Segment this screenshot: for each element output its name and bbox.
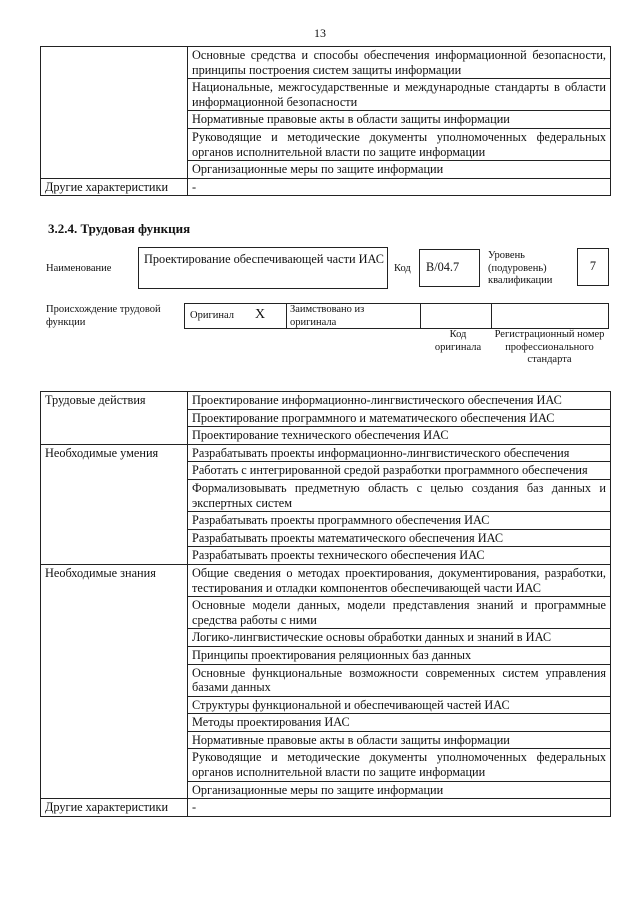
- table-row: [41, 47, 611, 79]
- list-item: Основные функциональные возможности современных систем управления базами данных: [188, 664, 611, 696]
- list-item: Проектирование информационно-лингвистического обеспечения ИАС: [188, 392, 611, 410]
- table-row: [41, 799, 611, 817]
- list-item: Нормативные правовые акты в области защиты информации: [188, 111, 611, 129]
- knowledge-label: Необходимые знания: [41, 564, 188, 798]
- list-item: Общие сведения о методах проектирования, документирования, разработки, тестирования и отладки компонентов обеспечивающей части ИАС: [188, 564, 611, 596]
- list-item: Нормативные правовые акты в области защиты информации: [188, 731, 611, 749]
- original-label: Оригинал: [190, 310, 234, 321]
- list-item: Организационные меры по защите информации: [188, 161, 611, 179]
- list-item: Разрабатывать проекты информационно-лингвистического обеспечения: [188, 444, 611, 462]
- table-row: [41, 392, 611, 410]
- level-value: 7: [589, 259, 597, 273]
- list-item: Принципы проектирования реляционных баз данных: [188, 646, 611, 664]
- table-row: [41, 564, 611, 596]
- other-characteristics-label: Другие характеристики: [41, 178, 188, 196]
- list-item: Разрабатывать проекты математического обеспечения ИАС: [188, 529, 611, 547]
- code-label: Код: [394, 263, 411, 274]
- list-item: Руководящие и методические документы уполномоченных федеральных органов исполнительной власти по защите информации: [188, 128, 611, 160]
- original-code-cell: [421, 304, 492, 328]
- list-item: Организационные меры по защите информации: [188, 781, 611, 799]
- level-field: [577, 248, 609, 286]
- list-item: Руководящие и методические документы уполномоченных федеральных органов исполнительной власти по защите информации: [188, 749, 611, 781]
- list-item: Разрабатывать проекты программного обеспечения ИАС: [188, 512, 611, 530]
- reg-number-label: Регистрационный номер профессионального стандарта: [494, 329, 605, 365]
- origin-label: Происхождение трудовой функции: [46, 304, 161, 328]
- other-characteristics-value: -: [188, 178, 611, 196]
- list-item: Основные модели данных, модели представления знаний и программные средства работы с ними: [188, 597, 611, 629]
- labor-actions-label: Трудовые действия: [41, 392, 188, 445]
- name-field: [138, 247, 388, 289]
- table-row: [41, 178, 611, 196]
- list-item: Структуры функциональной и обеспечивающей частей ИАС: [188, 696, 611, 714]
- empty-label-cell: [41, 47, 188, 179]
- reg-number-cell: [492, 304, 607, 328]
- page-number: 13: [314, 26, 326, 40]
- table-row: [41, 444, 611, 462]
- name-label: Наименование: [46, 263, 112, 274]
- list-item: Работать с интегрированной средой разработки программного обеспечения: [188, 462, 611, 480]
- code-field: [419, 249, 480, 287]
- other-characteristics-label: Другие характеристики: [41, 799, 188, 817]
- origin-table: [184, 303, 609, 329]
- code-value: B/04.7: [426, 260, 460, 274]
- list-item: Проектирование программного и математического обеспечения ИАС: [188, 409, 611, 427]
- list-item: Национальные, межгосударственные и международные стандарты в области информационной безопасности: [188, 79, 611, 111]
- list-item: Проектирование технического обеспечения ИАС: [188, 427, 611, 445]
- original-cell: [185, 304, 287, 328]
- list-item: Основные средства и способы обеспечения информационной безопасности, принципы построения систем защиты информации: [188, 47, 611, 79]
- list-item: Логико-лингвистические основы обработки данных и знаний в ИАС: [188, 629, 611, 647]
- list-item: Формализовывать предметную область с целью создания баз данных и экспертных систем: [188, 479, 611, 511]
- labor-function-table: [40, 391, 611, 817]
- section-title: 3.2.4. Трудовая функция: [48, 221, 191, 236]
- other-characteristics-value: -: [188, 799, 611, 817]
- level-label: Уровень (подуровень) квалификации: [488, 250, 553, 286]
- original-code-label: Код оригинала: [434, 329, 482, 353]
- skills-label: Необходимые умения: [41, 444, 188, 564]
- borrowed-cell: [286, 304, 421, 328]
- list-item: Методы проектирования ИАС: [188, 714, 611, 732]
- original-mark: X: [255, 307, 266, 322]
- list-item: Разрабатывать проекты технического обеспечения ИАС: [188, 547, 611, 565]
- name-value: Проектирование обеспечивающей части ИАС: [144, 252, 384, 266]
- borrowed-label: Заимствовано из оригинала: [290, 304, 365, 328]
- knowledge-table-continued: [40, 46, 611, 196]
